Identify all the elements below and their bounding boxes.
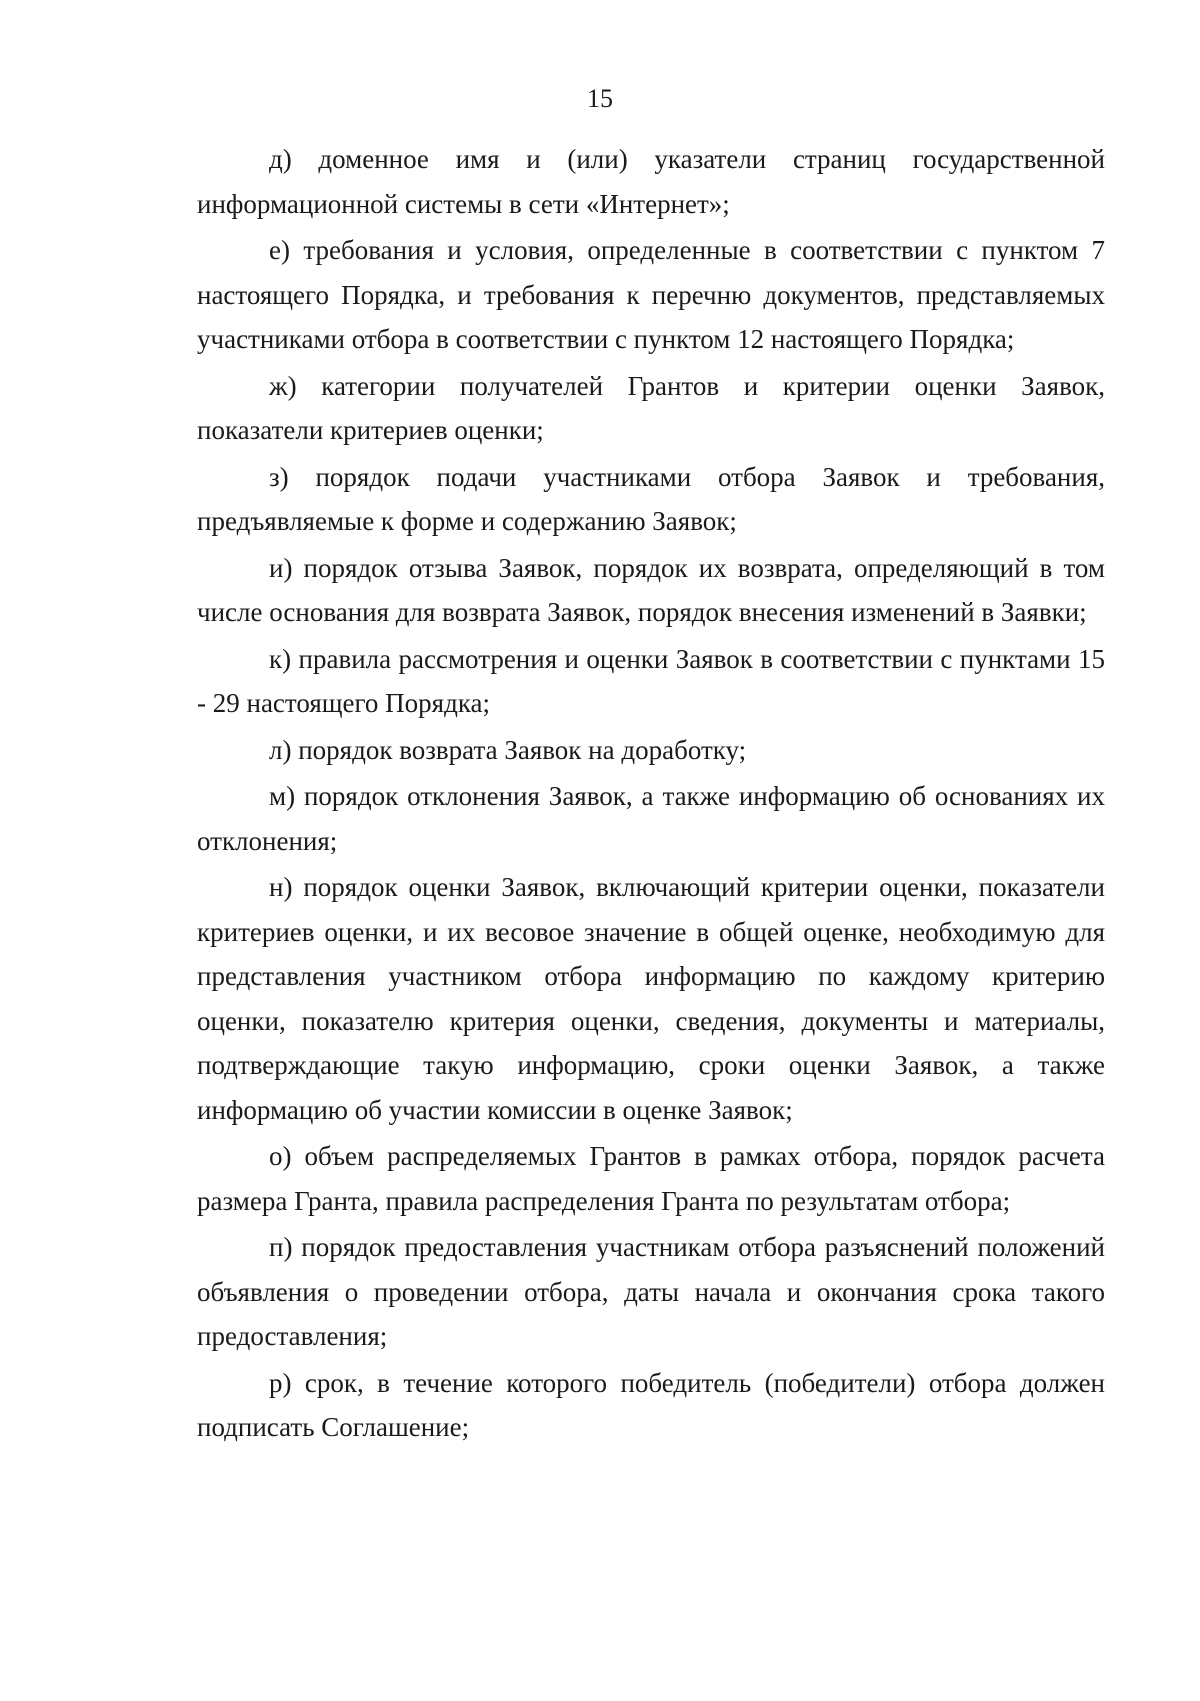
document-body bbox=[197, 137, 1105, 1452]
paragraph-r: р) срок, в течение которого победитель (победители) отбора должен подписать Соглашение; bbox=[197, 1367, 1105, 1442]
paragraph-e: е) требования и условия, определенные в соответствии с пунктом 7 настоящего Порядка, и требования к перечню документов, представляемых участниками отбора в соответствии с пунктом 12 настоящего Порядка; bbox=[197, 235, 1105, 354]
paragraph-z: з) порядок подачи участниками отбора Заявок и требования, предъявляемые к форме и содержанию Заявок; bbox=[197, 461, 1105, 536]
paragraph-d: д) доменное имя и (или) указатели страниц государственной информационной системы в сети «Интернет»; bbox=[197, 144, 1105, 219]
paragraph-n: н) порядок оценки Заявок, включающий критерии оценки, показатели критериев оценки, и их весовое значение в общей оценке, необходимую для представления участником отбора информацию по каждому критерию оценки, показателю критерия оценки, сведения, документы и материалы, подтверждающие такую информацию, сроки оценки Заявок, а также информацию об участии комиссии в оценке Заявок; bbox=[197, 872, 1105, 1125]
paragraph-k: к) правила рассмотрения и оценки Заявок в соответствии с пунктами 15 - 29 настоящего Порядка; bbox=[197, 643, 1105, 718]
paragraph-i: и) порядок отзыва Заявок, порядок их возврата, определяющий в том числе основания для возврата Заявок, порядок внесения изменений в Заявки; bbox=[197, 552, 1105, 627]
paragraph-o: о) объем распределяемых Грантов в рамках отбора, порядок расчета размера Гранта, правила распределения Гранта по результатам отбора; bbox=[197, 1141, 1105, 1216]
page-number: 15 bbox=[587, 84, 613, 113]
paragraph-l: л) порядок возврата Заявок на доработку; bbox=[269, 734, 747, 765]
paragraph-m: м) порядок отклонения Заявок, а также информацию об основаниях их отклонения; bbox=[197, 781, 1105, 856]
paragraph-zh: ж) категории получателей Грантов и критерии оценки Заявок, показатели критериев оценки; bbox=[197, 370, 1105, 445]
paragraph-p: п) порядок предоставления участникам отбора разъяснений положений объявления о проведении отбора, даты начала и окончания срока такого предоставления; bbox=[197, 1232, 1105, 1351]
